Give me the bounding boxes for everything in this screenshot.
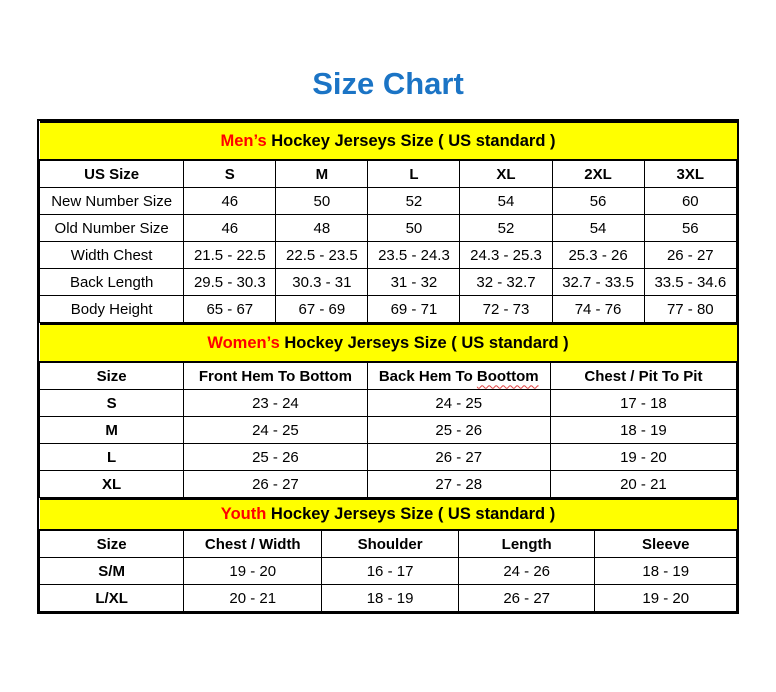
row-label: Old Number Size	[40, 215, 184, 242]
column-header: US Size	[40, 160, 184, 188]
row-label: S	[40, 390, 184, 417]
table-cell: 23 - 24	[184, 390, 367, 417]
table-cell: 72 - 73	[460, 296, 552, 323]
column-header: Size	[40, 530, 184, 558]
table-cell: 77 - 80	[644, 296, 736, 323]
table-cell: 26 - 27	[644, 242, 736, 269]
mens-column-header-row	[40, 160, 737, 188]
youth-highlight-text: Youth	[220, 505, 267, 523]
table-cell: 48	[276, 215, 368, 242]
table-cell: 33.5 - 34.6	[644, 269, 736, 296]
table-cell: 18 - 19	[595, 558, 737, 585]
table-cell: 20 - 21	[550, 471, 736, 498]
table-cell: 56	[552, 188, 644, 215]
mens-highlight-text: Men’s	[220, 131, 267, 150]
table-row	[40, 417, 737, 444]
table-cell: 17 - 18	[550, 390, 736, 417]
column-header: Shoulder	[322, 530, 459, 558]
table-cell: 32.7 - 33.5	[552, 269, 644, 296]
table-cell: 65 - 67	[184, 296, 276, 323]
youth-size-table	[39, 498, 737, 612]
table-cell: 31 - 32	[368, 269, 460, 296]
column-header: Back Hem To Boottom	[367, 362, 550, 390]
column-header: 2XL	[552, 160, 644, 188]
column-header: 3XL	[644, 160, 736, 188]
row-label: New Number Size	[40, 188, 184, 215]
column-header: Size	[40, 362, 184, 390]
table-cell: 19 - 20	[184, 558, 322, 585]
table-row	[40, 269, 737, 296]
table-row	[40, 390, 737, 417]
table-cell: 18 - 19	[550, 417, 736, 444]
table-cell: 52	[460, 215, 552, 242]
table-cell: 26 - 27	[367, 444, 550, 471]
column-header: Chest / Pit To Pit	[550, 362, 736, 390]
table-cell: 56	[644, 215, 736, 242]
youth-rest-text: Hockey Jerseys Size ( US standard )	[266, 505, 556, 523]
table-cell: 18 - 19	[322, 585, 459, 612]
row-label: XL	[40, 471, 184, 498]
table-cell: 74 - 76	[552, 296, 644, 323]
table-cell: 19 - 20	[595, 585, 737, 612]
table-row	[40, 188, 737, 215]
table-cell: 50	[368, 215, 460, 242]
table-cell: 24 - 25	[367, 390, 550, 417]
column-header: L	[368, 160, 460, 188]
table-cell: 16 - 17	[322, 558, 459, 585]
column-header: Front Hem To Bottom	[184, 362, 367, 390]
table-row	[40, 471, 737, 498]
table-cell: 46	[184, 188, 276, 215]
youth-section-title	[40, 499, 737, 530]
mens-section-title	[40, 122, 737, 160]
mens-rest-text: Hockey Jerseys Size ( US standard )	[266, 131, 556, 150]
page-title: Size Chart	[312, 66, 464, 101]
table-row	[40, 242, 737, 269]
womens-highlight-text: Women’s	[207, 333, 280, 352]
row-label: L/XL	[40, 585, 184, 612]
table-row	[40, 558, 737, 585]
column-header: Length	[458, 530, 595, 558]
womens-section-header	[40, 324, 737, 362]
table-cell: 24 - 25	[184, 417, 367, 444]
womens-column-header-row	[40, 362, 737, 390]
column-header: Chest / Width	[184, 530, 322, 558]
table-cell: 25.3 - 26	[552, 242, 644, 269]
table-cell: 22.5 - 23.5	[276, 242, 368, 269]
table-cell: 19 - 20	[550, 444, 736, 471]
row-label: M	[40, 417, 184, 444]
table-cell: 67 - 69	[276, 296, 368, 323]
table-cell: 27 - 28	[367, 471, 550, 498]
table-cell: 32 - 32.7	[460, 269, 552, 296]
table-cell: 21.5 - 22.5	[184, 242, 276, 269]
youth-column-header-row	[40, 530, 737, 558]
row-label: S/M	[40, 558, 184, 585]
table-cell: 50	[276, 188, 368, 215]
table-cell: 24 - 26	[458, 558, 595, 585]
row-label: Width Chest	[40, 242, 184, 269]
table-cell: 26 - 27	[184, 471, 367, 498]
youth-section-header	[40, 499, 737, 530]
size-chart-container	[37, 119, 739, 614]
column-header: S	[184, 160, 276, 188]
table-cell: 25 - 26	[367, 417, 550, 444]
table-cell: 52	[368, 188, 460, 215]
table-cell: 23.5 - 24.3	[368, 242, 460, 269]
table-cell: 26 - 27	[458, 585, 595, 612]
table-cell: 54	[552, 215, 644, 242]
row-label: Body Height	[40, 296, 184, 323]
mens-section-header	[40, 122, 737, 160]
table-cell: 25 - 26	[184, 444, 367, 471]
column-header: XL	[460, 160, 552, 188]
table-cell: 29.5 - 30.3	[184, 269, 276, 296]
table-row	[40, 215, 737, 242]
table-cell: 60	[644, 188, 736, 215]
table-cell: 54	[460, 188, 552, 215]
column-header: M	[276, 160, 368, 188]
row-label: Back Length	[40, 269, 184, 296]
column-header: Sleeve	[595, 530, 737, 558]
table-row	[40, 444, 737, 471]
table-cell: 46	[184, 215, 276, 242]
womens-section-title	[40, 324, 737, 362]
misspelled-word: Boottom	[476, 367, 539, 385]
table-row	[40, 296, 737, 323]
table-cell: 30.3 - 31	[276, 269, 368, 296]
mens-size-table	[39, 121, 737, 323]
table-cell: 24.3 - 25.3	[460, 242, 552, 269]
womens-size-table	[39, 323, 737, 498]
table-cell: 20 - 21	[184, 585, 322, 612]
table-row	[40, 585, 737, 612]
womens-rest-text: Hockey Jerseys Size ( US standard )	[279, 333, 569, 352]
row-label: L	[40, 444, 184, 471]
table-cell: 69 - 71	[368, 296, 460, 323]
